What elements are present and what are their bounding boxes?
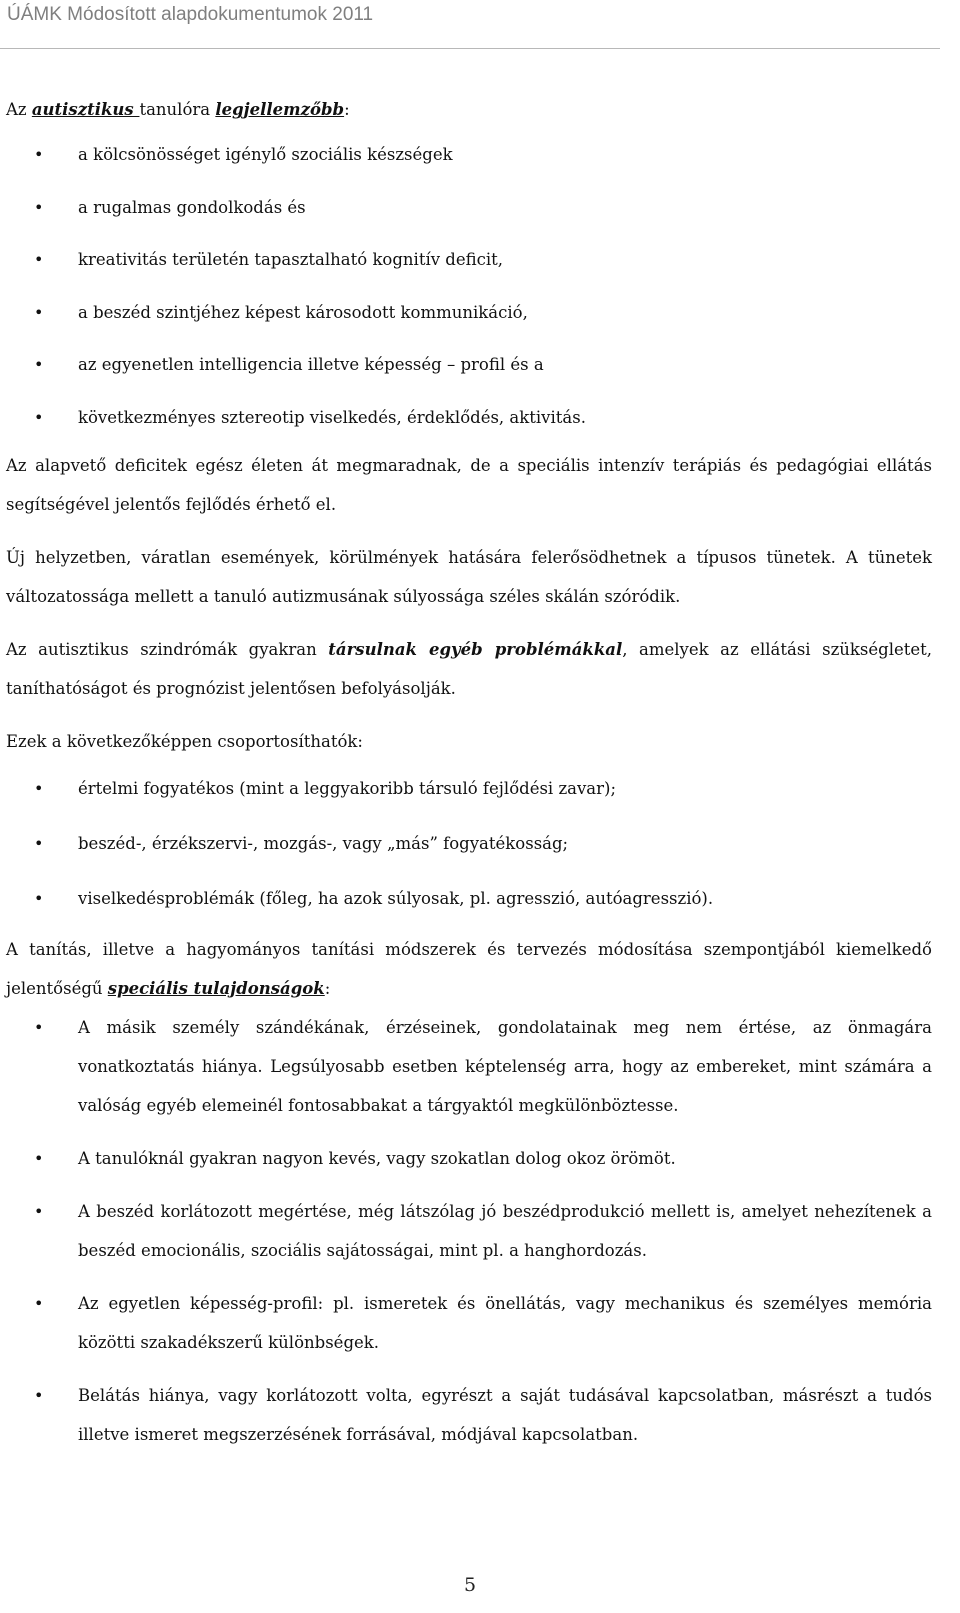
intro-middle: tanulóra (139, 100, 216, 119)
list-item: • A tanulóknál gyakran nagyon kevés, vagy szokatlan dolog okoz örömöt. (6, 1139, 932, 1178)
paragraph-grouping: Ezek a következőképpen csoportosíthatók: (6, 732, 363, 751)
paragraph-deficits: Az alapvető deficitek egész életen át megmaradnak, de a speciális intenzív terápiás és pedagógiai ellátás segítségével jelentős fejlődés érhető el. (6, 456, 932, 514)
paragraph-associated-problems: Az autisztikus szindrómák gyakran társulnak egyéb problémákkal, amelyek az ellátási szükségletet, taníthatóságot és prognózist jelentősen befolyásolják. (6, 640, 933, 698)
list-item: • A beszéd korlátozott megértése, még látszólag jó beszédprodukció mellett is, amelyet nehezítenek a beszéd emocionális, szociális sajátosságai, mint pl. a hanghordozás. (6, 1192, 932, 1270)
list-item: • értelmi fogyatékos (mint a leggyakoribb társuló fejlődési zavar); (6, 761, 932, 816)
bullet-icon: • (34, 1018, 44, 1037)
list-item: • beszéd-, érzékszervi-, mozgás-, vagy „más” fogyatékosság; (6, 816, 932, 871)
list-item: • A másik személy szándékának, érzéseinek, gondolatainak meg nem értése, az önmagára vonatkoztatás hiánya. Legsúlyosabb esetben képtelenség arra, hogy az embereket, mint számára a valóság egyéb elemeinél fontosabbakat a tárgyaktól megkülönböztesse. (6, 1008, 932, 1125)
header-title: ÚÁMK Módosított alapdokumentumok 2011 (7, 4, 374, 25)
list-item: • Az egyetlen képesség-profil: pl. ismeretek és önellátás, vagy mechanikus és személyes memória közötti szakadékszerű különbségek. (6, 1284, 932, 1362)
list-item: • a kölcsönösséget igénylő szociális készségek (6, 129, 932, 182)
paragraph-new-situations: Új helyzetben, váratlan események, körülmények hatására felerősödhetnek a típusos tünetek. A tünetek változatossága mellett a tanuló autizmusának súlyossága széles skálán szóródik. (6, 548, 932, 606)
list-item: • a beszéd szintjéhez képest károsodott kommunikáció, (6, 287, 932, 340)
bullet-icon: • (34, 1149, 44, 1168)
list-item: • Belátás hiánya, vagy korlátozott volta, egyrészt a saját tudásával kapcsolatban, másrészt a tudós illetve ismeret megszerzésének forrásával, módjával kapcsolatban. (6, 1376, 932, 1454)
bullet-icon: • (34, 197, 44, 217)
bullet-icon: • (34, 1202, 44, 1221)
special-traits-list (6, 1008, 932, 1454)
bullet-icon: • (34, 407, 44, 427)
list-item: • az egyenetlen intelligencia illetve képesség – profil és a (6, 339, 932, 392)
bullet-icon: • (34, 834, 44, 853)
bullet-icon: • (34, 250, 44, 269)
characteristics-list (6, 129, 932, 444)
intro-term-legjellemzobb: legjellemzőbb (215, 100, 345, 119)
list-item: • viselkedésproblémák (főleg, ha azok súlyosak, pl. agresszió, autóagresszió). (6, 871, 932, 926)
emphasis-special-traits: speciális tulajdonságok (107, 979, 325, 998)
page-header (0, 0, 940, 49)
paragraph-special-traits: A tanítás, illetve a hagyományos tanítási módszerek és tervezés módosítása szempontjából kiemelkedő jelentőségű speciális tulajdonságok: (6, 940, 932, 998)
bullet-icon: • (34, 779, 44, 798)
bullet-icon: • (34, 1386, 44, 1405)
intro-line (6, 90, 932, 129)
bullet-icon: • (34, 302, 44, 322)
list-item: • kreativitás területén tapasztalható kognitív deficit, (6, 234, 932, 287)
list-item: • következményes sztereotip viselkedés, érdeklődés, aktivitás. (6, 392, 932, 445)
bullet-icon: • (34, 145, 44, 164)
document-body (6, 90, 932, 1468)
intro-term-autisztikus: autisztikus (31, 100, 140, 119)
intro-prefix: Az (6, 100, 32, 119)
bullet-icon: • (34, 1294, 44, 1313)
bullet-icon: • (34, 355, 44, 374)
list-item: • a rugalmas gondolkodás és (6, 182, 932, 235)
emphasis-associated-problems: társulnak egyéb problémákkal (328, 640, 623, 659)
bullet-icon: • (34, 889, 44, 908)
intro-suffix: : (344, 100, 350, 119)
disability-groups-list (6, 761, 932, 926)
page-number: 5 (463, 1574, 477, 1596)
